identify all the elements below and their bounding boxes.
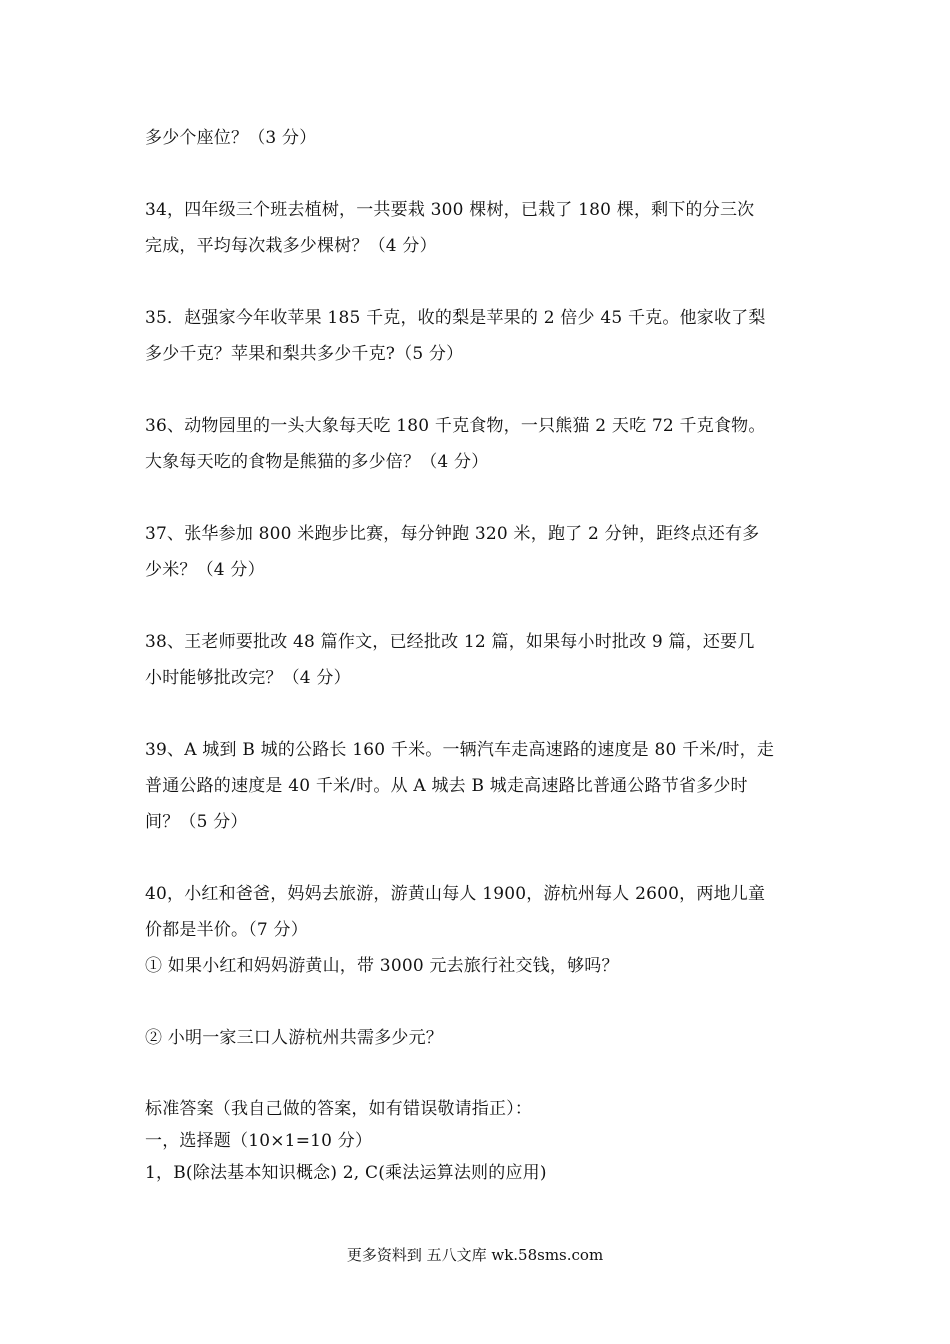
question-38-line-2: 小时能够批改完？（4 分） (145, 668, 351, 688)
question-39-line-3: 间？（5 分） (145, 812, 248, 832)
answers-line-1: 1，B(除法基本知识概念) 2, C(乘法运算法则的应用) (145, 1163, 547, 1183)
question-33-tail: 多少个座位？（3 分） (145, 128, 317, 148)
question-35-line-1: 35．赵强家今年收苹果 185 千克，收的梨是苹果的 2 倍少 45 千克。他家收了梨 (145, 308, 766, 328)
question-39-line-2: 普通公路的速度是 40 千米/时。从 A 城去 B 城走高速路比普通公路节省多少时 (145, 776, 748, 796)
question-36-line-2: 大象每天吃的食物是熊猫的多少倍？（4 分） (145, 452, 489, 472)
question-34-line-1: 34，四年级三个班去植树，一共要栽 300 棵树，已栽了 180 棵，剩下的分三次 (145, 200, 755, 220)
question-35-line-2: 多少千克？苹果和梨共多少千克?（5 分） (145, 344, 464, 364)
answers-section-1: 一，选择题（10×1=10 分） (145, 1131, 373, 1151)
question-40-line-2: 价都是半价。（7 分） (145, 920, 308, 940)
question-36-line-1: 36、动物园里的一头大象每天吃 180 千克食物，一只熊猫 2 天吃 72 千克食物。 (145, 416, 766, 436)
question-37-line-1: 37、张华参加 800 米跑步比赛，每分钟跑 320 米，跑了 2 分钟，距终点还有多 (145, 524, 760, 544)
answers-heading: 标准答案（我自己做的答案，如有错误敬请指正）： (145, 1099, 533, 1119)
question-34-line-2: 完成，平均每次栽多少棵树？（4 分） (145, 236, 437, 256)
question-38-line-1: 38、王老师要批改 48 篇作文，已经批改 12 篇，如果每小时批改 9 篇，还要几 (145, 632, 755, 652)
question-40-sub-2: ② 小明一家三口人游杭州共需多少元？ (145, 1028, 444, 1048)
question-39-line-1: 39、A 城到 B 城的公路长 160 千米。一辆汽车走高速路的速度是 80 千米/时，走 (145, 740, 775, 760)
page-footer: 更多资料到 五八文库 wk.58sms.com (346, 1246, 604, 1264)
question-37-line-2: 少米？（4 分） (145, 560, 265, 580)
question-40-sub-1: ① 如果小红和妈妈游黄山，带 3000 元去旅行社交钱，够吗？ (145, 956, 619, 976)
question-40-line-1: 40，小红和爸爸，妈妈去旅游，游黄山每人 1900，游杭州每人 2600，两地儿童 (145, 884, 766, 904)
